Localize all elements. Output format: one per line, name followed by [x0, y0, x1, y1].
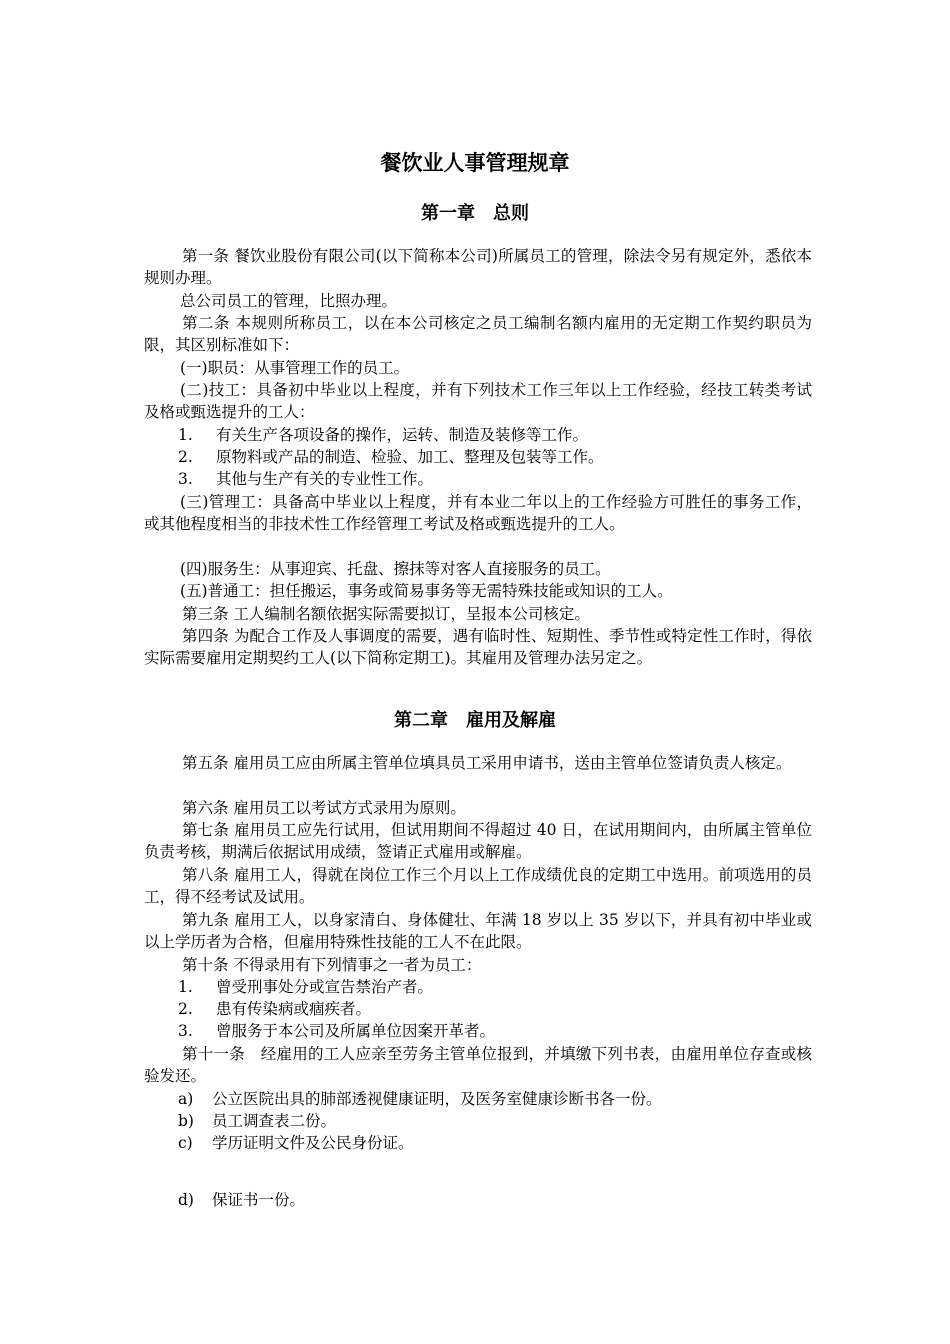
article-8: 第八条 雇用工人，得就在岗位工作三个月以上工作成绩优良的定期工中选用。前项选用的员工，得不经考试及试用。 [144, 866, 812, 907]
article-7: 第七条 雇用员工应先行试用，但试用期间不得超过 40 日，在试用期间内，由所属主管单位负责考核，期满后依据试用成绩，签请正式雇用或解雇。 [144, 821, 812, 862]
list-item-number: 1. [178, 426, 193, 444]
list-item-number: 3. [178, 1022, 193, 1040]
list-item-number: 2. [178, 1000, 193, 1018]
category-technician: (二)技工：具备初中毕业以上程度，并有下列技术工作三年以上工作经验，经技工转类考试及格或甄选提升的工人： [144, 381, 812, 422]
article-4: 第四条 为配合工作及人事调度的需要，遇有临时性、短期性、季节性或特定性工作时，得依实际需要雇用定期契约工人(以下简称定期工)。其雇用及管理办法另定之。 [144, 627, 812, 668]
article-3: 第三条 工人编制名额依据实际需要拟订，呈报本公司核定。 [182, 605, 590, 623]
list-item-number: 1. [178, 978, 193, 996]
list-item [178, 998, 371, 1020]
document-title: 餐饮业人事管理规章 [380, 151, 570, 175]
list-item-text: 其他与生产有关的专业性工作。 [216, 470, 434, 488]
list-item-text: 原物料或产品的制造、检验、加工、整理及包装等工作。 [216, 448, 604, 466]
list-item-number: 3. [178, 470, 193, 488]
article-11: 第十一条 经雇用的工人应亲至劳务主管单位报到，并填缴下列书表，由雇用单位存查或核验发还。 [144, 1045, 812, 1086]
list-item-number: b) [178, 1112, 194, 1130]
list-item-text: 曾受刑事处分或宣告禁治产者。 [216, 978, 434, 996]
list-item [178, 976, 433, 998]
list-item [178, 1088, 662, 1110]
article-1-note: 总公司员工的管理，比照办理。 [180, 292, 398, 310]
list-item [178, 446, 604, 468]
article-6: 第六条 雇用员工以考试方式录用为原则。 [182, 799, 466, 817]
chapter-2-heading: 第二章 雇用及解雇 [394, 710, 556, 731]
list-item [178, 424, 588, 446]
list-item [178, 468, 433, 490]
article-10: 第十条 不得录用有下列情事之一者为员工： [182, 956, 482, 974]
article-9: 第九条 雇用工人，以身家清白、身体健壮、年满 18 岁以上 35 岁以下，并具有初中毕业或以上学历者为合格，但雇用特殊性技能的工人不在此限。 [144, 911, 812, 952]
list-item-text: 公立医院出具的肺部透视健康证明，及医务室健康诊断书各一份。 [212, 1090, 662, 1108]
list-item [178, 1132, 414, 1154]
article-1: 第一条 餐饮业股份有限公司(以下简称本公司)所属员工的管理，除法令另有规定外，悉依本规则办理。 [144, 247, 812, 288]
list-item-number: c) [178, 1134, 193, 1152]
chapter-1-heading: 第一章 总则 [421, 203, 529, 224]
category-general-worker: (五)普通工：担任搬运，事务或简易事务等无需特殊技能或知识的工人。 [180, 582, 673, 600]
list-item [178, 1189, 305, 1211]
list-item [178, 1110, 336, 1132]
list-item-text: 有关生产各项设备的操作，运转、制造及装修等工作。 [216, 426, 589, 444]
category-waiter: (四)服务生：从事迎宾、托盘、擦抹等对客人直接服务的员工。 [180, 560, 611, 578]
list-item-number: a) [178, 1090, 194, 1108]
article-5: 第五条 雇用员工应由所属主管单位填具员工采用申请书，送由主管单位签请负责人核定。 [182, 754, 792, 772]
category-administrative: (三)管理工：具备高中毕业以上程度，并有本业二年以上的工作经验方可胜任的事务工作，或其他程度相当的非技术性工作经管理工考试及格或甄选提升的工人。 [144, 493, 812, 534]
list-item-text: 患有传染病或痼疾者。 [216, 1000, 372, 1018]
list-item-text: 学历证明文件及公民身份证。 [212, 1134, 414, 1152]
category-staff: (一)职员：从事管理工作的员工。 [180, 359, 410, 377]
article-2: 第二条 本规则所称员工，以在本公司核定之员工编制名额内雇用的无定期工作契约职员为限，其区别标准如下： [144, 314, 812, 355]
list-item-text: 曾服务于本公司及所属单位因案开革者。 [216, 1022, 496, 1040]
list-item-text: 员工调查表二份。 [212, 1112, 337, 1130]
list-item-number: 2. [178, 448, 193, 466]
list-item-text: 保证书一份。 [212, 1191, 306, 1209]
list-item [178, 1020, 495, 1042]
list-item-number: d) [178, 1191, 194, 1209]
